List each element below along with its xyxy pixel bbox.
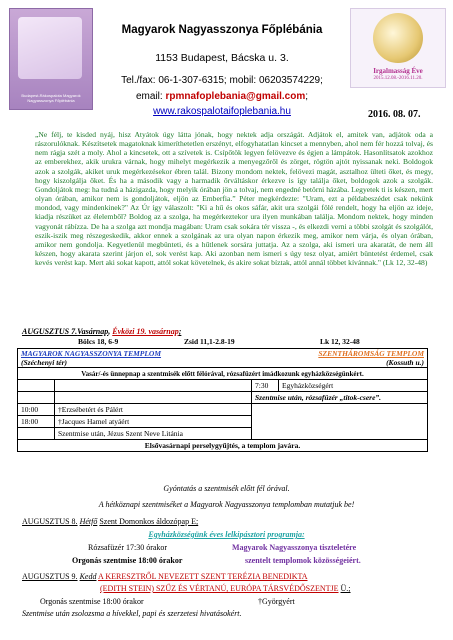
sunday-tail: ; xyxy=(178,327,182,336)
table-cell xyxy=(18,380,55,392)
jubilee-logo-dates: 2015.12.08.-2016.11.20. xyxy=(373,76,423,81)
parish-logo-emblem xyxy=(18,17,82,79)
parish-logo xyxy=(9,8,93,110)
email-line xyxy=(96,91,348,102)
aug9-mass: Orgonás szentmise 18:00 órakor xyxy=(40,597,144,606)
table-cell: Egyházközségért xyxy=(279,380,428,392)
table-cell xyxy=(18,392,55,404)
aug8-intent-2: szentelt templomok közösségeiért. xyxy=(245,556,361,565)
table-cell xyxy=(55,392,252,404)
sunday-date: AUGUSZTUS 7. xyxy=(22,327,78,336)
confession-note: Gyóntatás a szentmisék előtt fél órával. xyxy=(163,484,290,493)
reading-2: Zsid 11,1-2.8-19 xyxy=(184,337,235,346)
sunday-heading: AUGUSZTUS 7.Vasárnap, Évközi 19. vasárnap; xyxy=(22,327,182,336)
aug8-program: Egyházközségünk éves lelkipásztori programja: xyxy=(148,530,305,539)
table-cell: 7:30 xyxy=(252,380,279,392)
jubilee-logo xyxy=(350,8,446,88)
church-left: MAGYAROK NAGYASSZONYA TEMPLOM (Széchenyi tér) xyxy=(18,349,252,368)
gospel-quote: „Ne félj, te kisded nyáj, hisz Atyátok úgy látta jónak, hogy nektek adja országát. Adjátok el, amitek van, adjátok oda a rászorulóknak. Készítsetek magatoknak kimeríthetetlen erszényt, elfogyhatatlan kincset a mennyben, ahol nem fér hozzá tolvaj, és nem rágja szét a moly. Ahol a kincsetek, ott a szívetek is. Csípőtök legyen felövezve és égjen a lámpátok. Hasonlítsatok azokhoz az emberekhez, akik urukra várnak, hogy mihelyt megérkezik a menyegzőről és zörget, rögtön ajtót nyissanak neki. Boldogok azok a szolgák, akiket uruk megérkezésekor ébren talál. Bizony mondom nektek, felövezi magát, asztalhoz ülteti őket, és megy, hogy kiszolgálja őket. És ha a második vagy a harmadik őrváltáskor érkezve is így találja őket, boldogok azok a szolgák. Gondoljátok meg: ha tudná a házigazda, hogy melyik órában jön a tolvaj, nem engedné betörni házába. Legyetek ti is készen, mert olyan órában, amikor nem is gondoljátok, eljön az Emberfia.” Péter megkérdezte: "Uram, ezt a példabeszédet csak nekünk mondod, vagy mindenkinek?" Az Úr így válaszolt: "Ki a hű és okos sáfár, akit ura szolgái fölé rendelt, hogy ha eljön az ideje, kiadja részüket az élelemből? Boldog az a szolga, ha megérkeztekor ura ilyen munkában találja. Mondom nektek, hogy minden vagyonát rábízza. De ha a szolga azt mondja magában: Uram csak sokára tér vissza -, és elkezdi verni a többi szolgát és szolgálót, eszik-iszik meg részegeskedik, akkor ennek a szolgának az ura olyan napon érkezik meg, amikor nem várja, és olyan órában, amikor nem gondolja. Kegyetlenül megbünteti, és a hűtlenek sorsára juttatja. Az a szolga, aki ismeri ura akaratát, de nem áll készen, hogy akarata szerint járjon el, sok verést kap. Aki azonban nem ismeri s úgy tesz olyat, amiért büntetést érdemel, csak kevés verést kap. Mert aki sokat kapott, attól sokat követelnek, és akire sokat bíztak, attól annál többet kívánnak." (Lk 12, 32-48) xyxy=(35,130,433,268)
parish-logo-text: Budapest-Rákospalota Magyarok Nagyasszonya Főplébánia xyxy=(21,93,81,103)
telephone: Tel./fax: 06-1-307-6315; mobil: 06203574229; xyxy=(121,75,323,86)
sunday-day: Vasárnap xyxy=(77,327,109,336)
jubilee-logo-title: Irgalmasság Éve xyxy=(373,67,423,75)
reading-1: Bölcs 18, 6-9 xyxy=(78,337,119,346)
sunday-schedule-table xyxy=(17,348,428,452)
sunday-name: Évközi 19. vasárnap xyxy=(112,327,179,336)
aug8-intent-1: Magyarok Nagyasszonya tiszteletére xyxy=(232,543,357,552)
jubilee-logo-emblem xyxy=(373,13,423,63)
aug8-mass: Orgonás szentmise 18:00 órakor xyxy=(72,556,183,565)
table-cell: 18:00 xyxy=(18,416,55,428)
reading-3: Lk 12, 32-48 xyxy=(320,337,360,346)
table-cell xyxy=(55,380,252,392)
page-title: Magyarok Nagyasszonya Főplébánia xyxy=(121,24,323,36)
address: 1153 Budapest, Bácska u. 3. xyxy=(155,52,289,64)
church-right: SZENTHÁROMSÁG TEMPLOM (Kossuth u.) xyxy=(252,349,428,368)
website-link[interactable]: www.rakospalotaifoplebania.hu xyxy=(153,106,291,117)
aug9-heading: AUGUSZTUS 9. Kedd A KERESZTRŐL NEVEZETT SZENT TERÉZIA BENEDIKTA xyxy=(22,572,308,581)
aug9-after: Szentmise után zsolozsma a hívekkel, papi és szerzetesi hivatásokért. xyxy=(22,609,242,618)
table-cell: †Erzsébetért és Pálért xyxy=(55,404,252,416)
email-label: email: xyxy=(135,91,163,102)
table-cell: Szentmise után, rózsafüzér „titok-csere”. xyxy=(252,392,428,404)
aug9-saint-line2: (EDITH STEIN) SZŰZ ÉS VÉRTANÚ, EURÓPA TÁRSVÉDŐSZENTJE Ü.; xyxy=(100,584,351,593)
email-tail: ; xyxy=(305,91,309,102)
collection-note: Elsővasárnapi perselygyűjtés, a templom javára. xyxy=(18,440,428,452)
issue-date: 2016. 08. 07. xyxy=(368,109,421,120)
table-cell xyxy=(18,428,55,440)
table-cell: Szentmise után, Jézus Szent Neve Litánia xyxy=(55,428,252,440)
aug9-intent: †Györgyért xyxy=(258,597,295,606)
email-link[interactable]: rpmnafoplebania@gmail.com xyxy=(165,91,306,102)
aug8-heading: AUGUSZTUS 8. Hétfő Szent Domonkos áldozópap E; xyxy=(22,517,199,526)
weekday-mass-note: A hétköznapi szentmiséket a Magyarok Nagyasszonya templomban mutatjuk be! xyxy=(98,500,355,509)
schedule-note: Vasár/-és ünnepnap a szentmisék előtt félórával, rózsafüzért imádkozunk egyházközségünkért. xyxy=(18,368,428,380)
table-cell: †Jacques Hamel atyáért xyxy=(55,416,252,428)
table-cell: 10:00 xyxy=(18,404,55,416)
aug8-rosary: Rózsafüzér 17:30 órakor xyxy=(88,543,168,552)
